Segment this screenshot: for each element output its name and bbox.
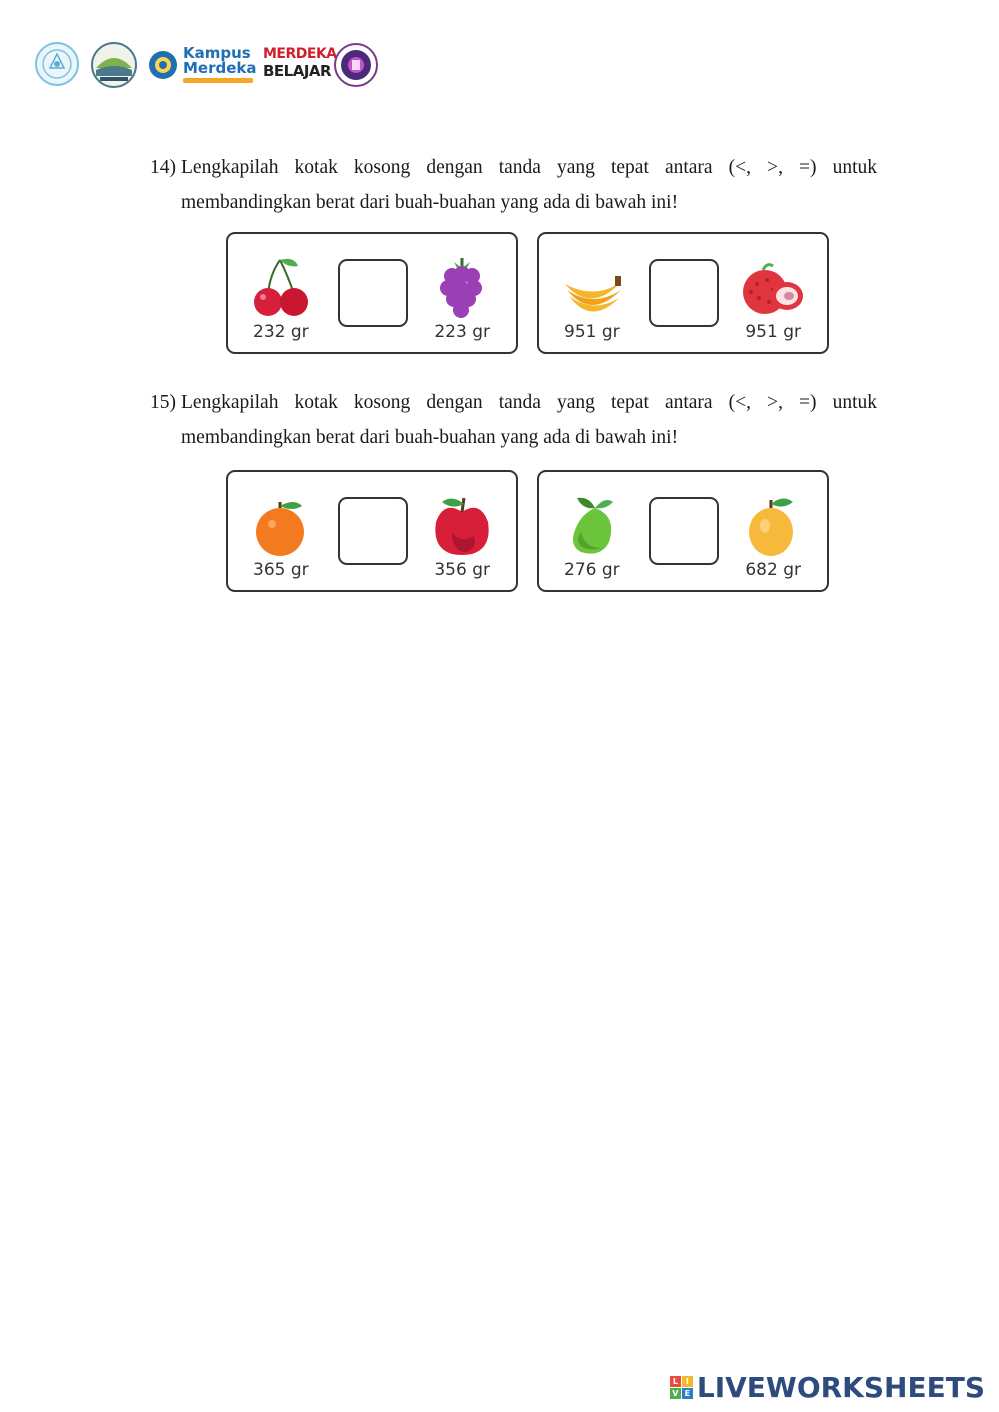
answer-box[interactable] <box>649 497 719 565</box>
merdeka-belajar-line2: BELAJAR <box>263 62 332 80</box>
weight-label: 356 gr <box>434 560 490 580</box>
question-number: 14) <box>150 157 176 178</box>
weight-label: 682 gr <box>745 560 801 580</box>
comparison-card <box>226 470 518 592</box>
question-text-line2: membandingkan berat dari buah-buahan yang ada di bawah ini! <box>181 427 679 448</box>
kemdikbud-logo-icon <box>148 50 178 80</box>
question-text-line1: Lengkapilah kotak kosong dengan tanda yang tepat antara (<, >, =) untuk <box>181 392 877 413</box>
answer-box[interactable] <box>649 259 719 327</box>
merdeka-belajar-logo <box>263 46 337 86</box>
question-text-line1: Lengkapilah kotak kosong dengan tanda yang tepat antara (<, >, =) untuk <box>181 157 877 178</box>
answer-box[interactable] <box>338 497 408 565</box>
university-seal-icon <box>34 40 80 88</box>
question-15 <box>150 385 877 455</box>
liveworksheets-brand: LIVEWORKSHEETS <box>696 1370 985 1404</box>
cherry-icon <box>250 254 314 320</box>
weight-label: 365 gr <box>253 560 309 580</box>
liveworksheets-footer <box>670 1372 985 1402</box>
question-number: 15) <box>150 392 176 413</box>
comparison-card <box>537 470 829 592</box>
weight-label: 223 gr <box>434 322 490 342</box>
weight-label: 951 gr <box>745 322 801 342</box>
lychee-icon <box>741 254 805 320</box>
weight-label: 232 gr <box>253 322 309 342</box>
institution-logo-icon <box>90 42 138 88</box>
mango-icon <box>561 492 625 558</box>
grape-icon <box>430 254 494 320</box>
kampus-merdeka-logo <box>183 46 259 86</box>
orange-icon <box>250 492 314 558</box>
kampus-merdeka-line1: Kampus <box>183 44 251 62</box>
comparison-card <box>537 232 829 354</box>
merdeka-belajar-line1: MERDEKA <box>263 46 337 62</box>
kampus-merdeka-line2: Merdeka <box>183 59 257 77</box>
answer-box[interactable] <box>338 259 408 327</box>
comparison-card <box>226 232 518 354</box>
weight-label: 276 gr <box>564 560 620 580</box>
liveworksheets-logo-icon: L I V E <box>670 1376 693 1399</box>
lemon-icon <box>741 492 805 558</box>
question-text-line2: membandingkan berat dari buah-buahan yang ada di bawah ini! <box>181 192 679 213</box>
banana-icon <box>561 254 625 320</box>
question-14 <box>150 150 877 220</box>
apple-icon <box>430 492 494 558</box>
weight-label: 951 gr <box>564 322 620 342</box>
program-badge-icon <box>334 43 378 87</box>
